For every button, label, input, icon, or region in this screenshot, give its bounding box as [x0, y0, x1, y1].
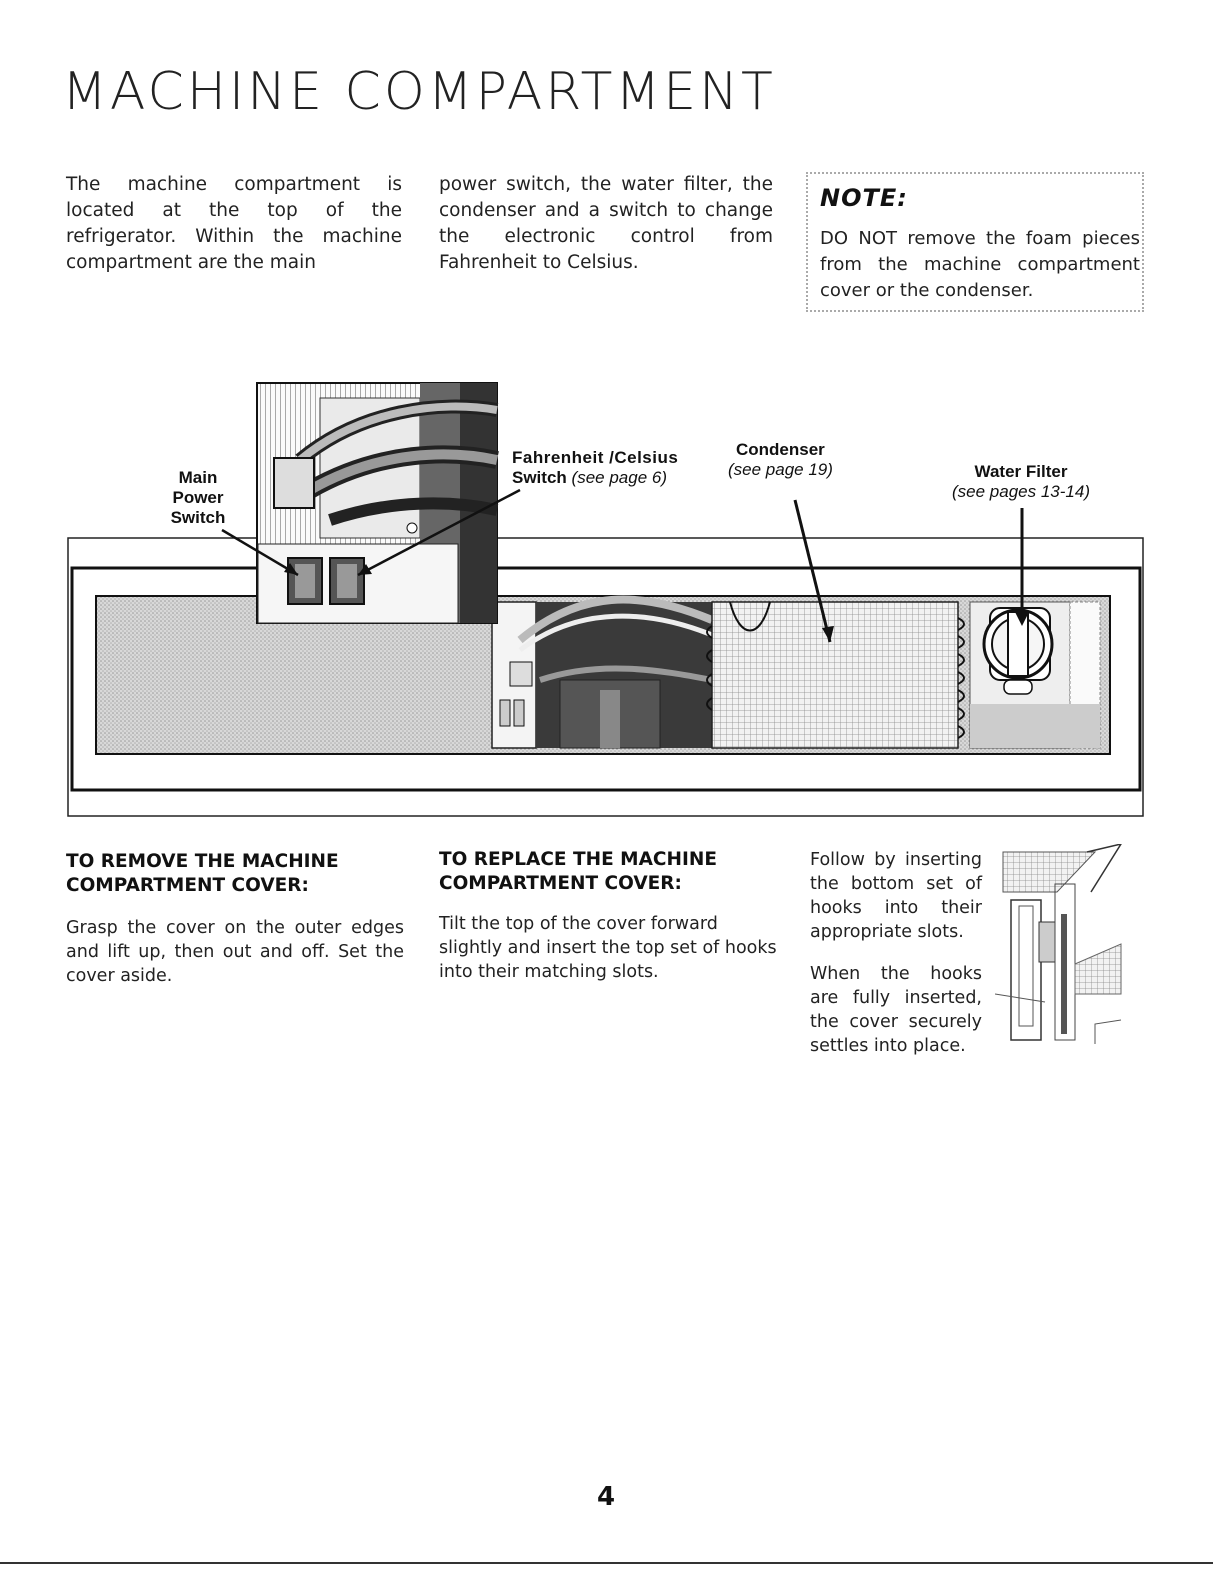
remove-cover-heading: TO REMOVE THE MACHINE COMPARTMENT COVER:: [66, 851, 339, 896]
small-rocker-switch-right: [514, 700, 524, 726]
intro-paragraph-col2: power switch, the water filter, the condenser and a switch to change the electronic control from Fahrenheit to Celsius.: [439, 174, 773, 273]
condenser-coil: [712, 602, 958, 748]
page-number: 4: [597, 1482, 616, 1512]
note-text: DO NOT remove the foam pieces from the machine compartment cover or the condenser.: [820, 228, 1140, 301]
callout-water-filter: Water Filter (see pages 13-14): [952, 462, 1090, 501]
diagram-illustration: [0, 380, 1213, 820]
bottom-rule: [0, 1562, 1213, 1564]
relay-box: [510, 662, 532, 686]
replace-cover-text: Tilt the top of the cover forward slightly and insert the top set of hooks into their matching slots.: [439, 914, 777, 982]
fan-hub: [600, 690, 620, 748]
remove-cover-text: Grasp the cover on the outer edges and lift up, then out and off. Set the cover aside.: [66, 918, 404, 986]
replace-cover-heading: TO REPLACE THE MACHINE COMPARTMENT COVER:: [439, 849, 717, 894]
cover-hook-illustration: [995, 844, 1127, 1044]
intro-paragraph-col1: The machine compartment is located at the top of the refrigerator. Within the machine compartment are the main: [66, 174, 402, 273]
callout-fahrenheit-celsius-switch: Fahrenheit /Celsius Switch (see page 6): [512, 448, 679, 487]
note-box: [806, 172, 1144, 312]
follow-text-1: Follow by inserting the bottom set of hooks into their appropriate slots.: [810, 850, 982, 942]
note-title: NOTE:: [820, 184, 908, 212]
small-rocker-switch-left: [500, 700, 510, 726]
follow-text-2: When the hooks are fully inserted, the cover securely settles into place.: [810, 964, 982, 1056]
page-title: MACHINE COMPARTMENT: [62, 62, 776, 122]
callout-main-power-switch: Main Power Switch: [170, 468, 226, 527]
callout-condenser: Condenser (see page 19): [728, 440, 833, 479]
machine-compartment-diagram: [0, 380, 1213, 820]
